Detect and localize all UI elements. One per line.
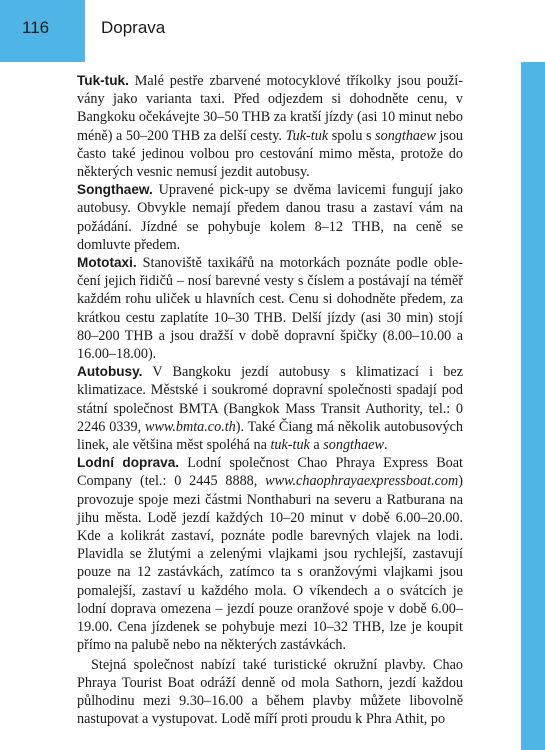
page-number-box [0, 0, 85, 62]
body-text: . [383, 437, 388, 454]
italic-text: www.chaophrayaexpressboat.com [265, 473, 459, 490]
body-text: ) provozuje spoje mezi částmi Nonthaburi na severu a Ratburana na jihu města. Lodě jezdí každých 10–20 minut v době 6.00–20.00. Kde a kolikrát zastaví, poznáte podle barevných vlajek na lodi. Plavidla se žlutými a zelenými vlajkami jsou rychlejší, zastavují pouze na 12 zastávkách, zatímco ta s oranžovými vlajkami jsou pomalejší, zastaví u každého mola. O víkendech a o svátcích je lodní doprava omezena – jezdí pouze oranžové spoje v době 6.00–19.00. Cena jízdenek se pohybuje mezi 10–32 THB, lze je koupit přímo na palubě nebo na některých zastávkách. [77, 473, 463, 654]
side-accent-stripe [521, 62, 545, 750]
term-heading: Songthaew. [77, 182, 153, 198]
definition-paragraph [77, 72, 463, 181]
body-text: Malé pestře zbarvené motocyklové tříkolky jsou používány jako varianta taxi. Před odjezdem si dohodněte cenu, v Bangkoku očekávejte 30–50 THB za kratší jízdy (asi 10 minut nebo méně) a 50–200 THB za delší cesty. [77, 73, 463, 144]
term-heading: Mototaxi. [77, 255, 137, 271]
term-heading: Tuk-tuk. [77, 73, 129, 88]
body-text: Upravené pick-upy se dvěma lavicemi fungují jako autobusy. Obvykle nemají předem danou trasu a zastaví vám na požádání. Jízdné se pohybuje kolem 8–12 THB, na ceně se domluvte předem. [77, 182, 463, 253]
body-text: V Bangkoku jezdí autobusy s klimatizací i bez klimatizace. Městské i soukromé dopravní společnosti spadají pod státní společnost BMTA (Bangkok Mass Transit Authority, tel.: 0 2246 0339, [77, 364, 463, 435]
body-text: Lodní společnost Chao Phraya Express Boat Company (tel.: 0 2445 8888, [77, 455, 463, 490]
italic-text: songthaew [323, 437, 384, 454]
body-text: jsou často také jedinou volbou pro cestování mimo města, protože do některých vesnic nemusí jezdit autobusy. [77, 127, 464, 181]
definition-paragraph [77, 454, 463, 654]
chapter-title: Doprava [101, 18, 166, 37]
italic-text: Tuk-tuk [285, 127, 329, 144]
body-text: a [309, 437, 324, 454]
definition-paragraph [77, 181, 463, 254]
page-header [0, 0, 545, 62]
page-body [77, 72, 463, 728]
body-text: ). Také Čiang má několik autobusových linek, ale většina měst spoléhá na [77, 418, 463, 454]
italic-text: tuk-tuk [270, 437, 310, 454]
italic-text: www.bmta.co.th [145, 418, 236, 435]
italic-text: songthaew [375, 127, 436, 144]
term-heading: Lodní doprava. [77, 455, 180, 471]
definition-paragraph [77, 363, 463, 454]
page-number: 116 [22, 18, 50, 37]
body-text: Stanoviště taxikářů na motorkách poznáte podle oblečení jejich řidičů – nosí barevné vesty s číslem a postávají na téměř každém rohu uliček u hlavních cest. Cenu si dohodněte předem, za krátkou cestu zaplatíte 10–30 THB. Delší jízdy (asi 30 min) stojí 80–200 THB a jsou dražší v době dopravní špičky (8.00–10.00 a 16.00–18.00). [77, 255, 463, 363]
body-paragraph: Stejná společnost nabízí také turistické okružní plavby. Chao Phraya Tourist Boat odráží denně od mola Sathorn, jezdí každou půlhodinu mezi 9.30–16.00 a během plavby můžete libovolně nastupovat a vystupovat. Lodě míří proti proudu k Phra Athit, po [77, 656, 463, 728]
definition-paragraph [77, 254, 463, 363]
body-text: spolu s [328, 127, 376, 144]
term-heading: Autobusy. [77, 364, 143, 380]
sections-container [77, 72, 463, 655]
